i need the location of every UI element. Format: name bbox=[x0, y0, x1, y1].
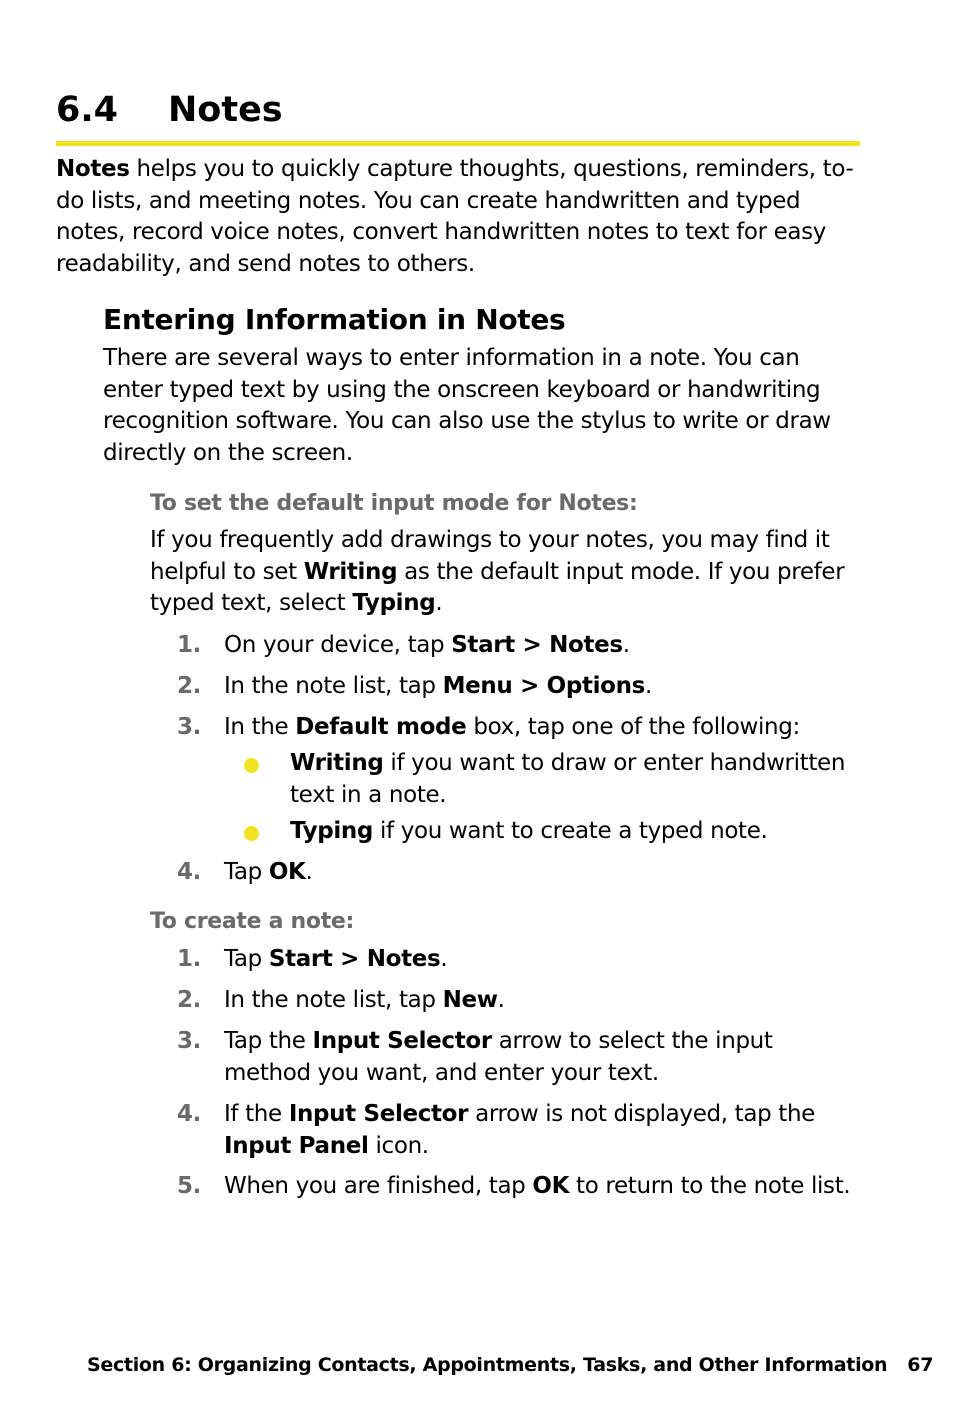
step-text-part: On your device, tap bbox=[224, 632, 452, 658]
step-number: 3. bbox=[177, 714, 202, 740]
step-bold-part: Start > Notes bbox=[268, 946, 441, 972]
step-text-end: . bbox=[622, 632, 630, 658]
step-text-part: Tap bbox=[224, 946, 269, 972]
default-mode-step-1 bbox=[177, 630, 864, 662]
step-text-part: In the note list, tap bbox=[224, 673, 443, 699]
step-text-part: Tap bbox=[224, 859, 269, 885]
step-text-part: Tap the bbox=[224, 1028, 313, 1054]
bullet-bold-part: Typing bbox=[290, 818, 374, 844]
step-text-end: . bbox=[440, 946, 448, 972]
intro-text: helps you to quickly capture thoughts, questions, reminders, to-do lists, and meeting notes. You can create handwritten and typed notes, record voice notes, convert handwritten notes to text for easy readability, and send notes to others. bbox=[56, 156, 854, 278]
bullet-text bbox=[290, 816, 870, 848]
default-mode-paragraph bbox=[150, 525, 862, 620]
step-number: 1. bbox=[177, 632, 202, 658]
step-text-end: icon. bbox=[368, 1132, 429, 1159]
create-step-4 bbox=[177, 1099, 864, 1162]
step-text bbox=[224, 857, 864, 889]
step-text-part: If the bbox=[224, 1101, 289, 1127]
step-number: 2. bbox=[177, 673, 202, 699]
step-bold-part: Input Selector bbox=[312, 1028, 492, 1054]
bullet-bold-part: Writing bbox=[290, 750, 384, 776]
step-text-end: . bbox=[644, 673, 652, 699]
default-mode-text-2: as the default input mode. If you prefer typed text, select bbox=[150, 558, 845, 617]
create-step-3 bbox=[177, 1026, 864, 1089]
section-title-rule bbox=[56, 141, 860, 146]
default-mode-bold-typing: Typing bbox=[352, 590, 436, 617]
create-step-2 bbox=[177, 985, 864, 1017]
step-number: 4. bbox=[177, 859, 202, 885]
step-bold-part-2: Input Panel bbox=[224, 1132, 369, 1159]
step-text bbox=[224, 1099, 864, 1162]
step-text-part: In the note list, tap bbox=[224, 987, 443, 1013]
step-text-part: When you are finished, tap bbox=[224, 1173, 533, 1199]
step-bold-part: Start > Notes bbox=[451, 632, 623, 658]
step-number: 5. bbox=[177, 1173, 202, 1199]
step-text-end: . bbox=[497, 987, 505, 1013]
default-mode-text-1: If you frequently add drawings to your notes, you may find it helpful to set bbox=[150, 527, 830, 585]
step-number: 2. bbox=[177, 987, 202, 1013]
intro-bold-term: Notes bbox=[56, 156, 130, 182]
step-text-end: arrow to select the input method you want, and enter your text. bbox=[224, 1028, 773, 1086]
step-text bbox=[224, 630, 864, 662]
step-number: 3. bbox=[177, 1028, 202, 1054]
step-bold-part: OK bbox=[532, 1173, 570, 1199]
bullet-text bbox=[290, 748, 870, 811]
step-bold-part: Input Selector bbox=[288, 1101, 469, 1127]
section-title-text: Notes bbox=[168, 90, 283, 130]
step-number: 4. bbox=[177, 1101, 202, 1127]
step-text-part: In the bbox=[224, 714, 296, 740]
section-title bbox=[56, 82, 283, 138]
step-bold-part: Default mode bbox=[295, 714, 467, 740]
create-note-procedure-heading: To create a note: bbox=[150, 909, 355, 934]
intro-paragraph bbox=[56, 154, 862, 281]
footer-section-text: Section 6: Organizing Contacts, Appointments, Tasks, and Other Information bbox=[87, 1354, 888, 1376]
default-mode-text-3: . bbox=[435, 590, 443, 617]
entering-paragraph: There are several ways to enter information in a note. You can enter typed text by using the onscreen keyboard or handwriting recognition software. You can also use the stylus to write or draw directly on the screen. bbox=[103, 345, 831, 467]
bullet-text-part: if you want to create a typed note. bbox=[373, 818, 768, 844]
entering-heading: Entering Information in Notes bbox=[103, 303, 566, 336]
page-number: 67 bbox=[907, 1354, 934, 1376]
default-mode-step-4 bbox=[177, 857, 864, 889]
step-bold-part: New bbox=[442, 987, 498, 1013]
step-text bbox=[224, 985, 864, 1017]
bullet-text-part: if you want to draw or enter handwritten text in a note. bbox=[290, 750, 846, 808]
bullet-dot-icon bbox=[244, 826, 259, 841]
step-text-end: box, tap one of the following: bbox=[466, 714, 800, 740]
step-text-end: to return to the note list. bbox=[569, 1173, 851, 1199]
create-step-1 bbox=[177, 944, 864, 976]
create-step-5 bbox=[177, 1171, 864, 1203]
default-mode-procedure-heading: To set the default input mode for Notes: bbox=[150, 491, 638, 516]
step-text bbox=[224, 671, 864, 703]
step-text bbox=[224, 1171, 864, 1203]
bullet-typing bbox=[244, 816, 870, 848]
step-text bbox=[224, 712, 864, 744]
section-number: 6.4 bbox=[56, 90, 119, 130]
step-text bbox=[224, 1026, 864, 1089]
step-text-part-2: arrow is not displayed, tap the bbox=[468, 1101, 815, 1127]
default-mode-step-3 bbox=[177, 712, 864, 744]
step-bold-part: OK bbox=[268, 859, 306, 885]
page-footer bbox=[87, 1350, 933, 1380]
step-number: 1. bbox=[177, 946, 202, 972]
default-mode-bold-writing: Writing bbox=[303, 558, 398, 585]
step-text bbox=[224, 944, 864, 976]
step-text-end: . bbox=[305, 859, 313, 885]
bullet-dot-icon bbox=[244, 758, 259, 773]
default-mode-step-2 bbox=[177, 671, 864, 703]
step-bold-part: Menu > Options bbox=[442, 673, 645, 699]
bullet-writing bbox=[244, 748, 870, 811]
